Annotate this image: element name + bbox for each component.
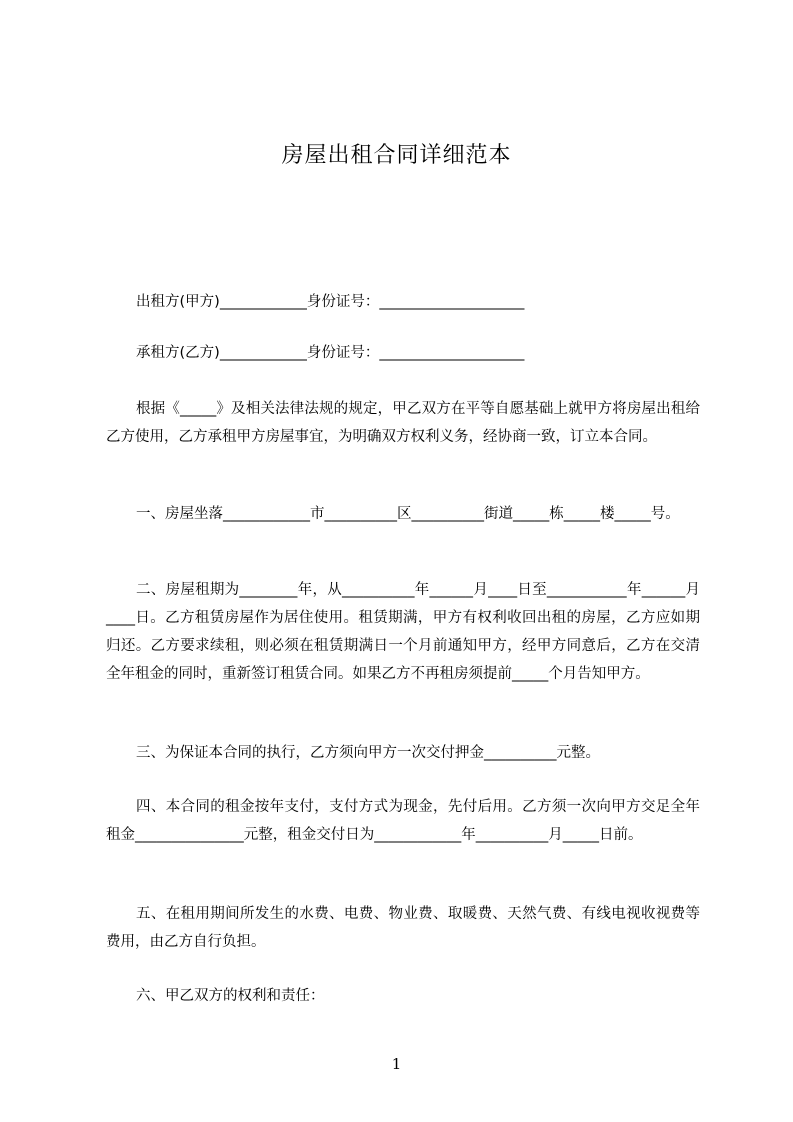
clause-3-deposit: 三、为保证本合同的执行，乙方须向甲方一次交付押金__________元整。 bbox=[136, 745, 600, 761]
clause-6-rights-heading: 六、甲乙双方的权利和责任： bbox=[136, 988, 325, 1004]
clause-2-lease-term: 二、房屋租期为________年，从__________年______月____日至___________年______月____日。乙方租赁房屋作为居住使用。租赁期满，甲方有权利收回出租的房屋，乙方应如期归还。乙方要求续租，则必须在租赁期满日一个月前通知甲方，经甲方同意后，乙方在交清全年租金的同时，重新签订租赁合同。如果乙方不再租房须提前_____个月告知甲方。 bbox=[106, 582, 700, 682]
lessor-line: 出租方(甲方)____________身份证号：____________________ bbox=[136, 294, 525, 310]
clause-4-rent-payment: 四、本合同的租金按年支付，支付方式为现金，先付后用。乙方须一次向甲方交足全年租金_______________元整，租金交付日为____________年__________月_____日前。 bbox=[106, 799, 700, 843]
document-title: 房屋出租合同详细范本 bbox=[281, 143, 512, 168]
clause-5-utilities: 五、在租用期间所发生的水费、电费、物业费、取暖费、天然气费、有线电视收视费等费用，由乙方自行负担。 bbox=[106, 906, 700, 950]
page-number: 1 bbox=[391, 1055, 402, 1073]
clause-1-location: 一、房屋坐落____________市__________区__________街道_____栋_____楼_____号。 bbox=[136, 506, 680, 522]
preamble-paragraph: 根据《_____》及相关法律法规的规定，甲乙双方在平等自愿基础上就甲方将房屋出租给乙方使用，乙方承租甲方房屋事宜，为明确双方权利义务，经协商一致，订立本合同。 bbox=[106, 401, 700, 445]
lessee-line: 承租方(乙方)____________身份证号：____________________ bbox=[136, 345, 525, 361]
